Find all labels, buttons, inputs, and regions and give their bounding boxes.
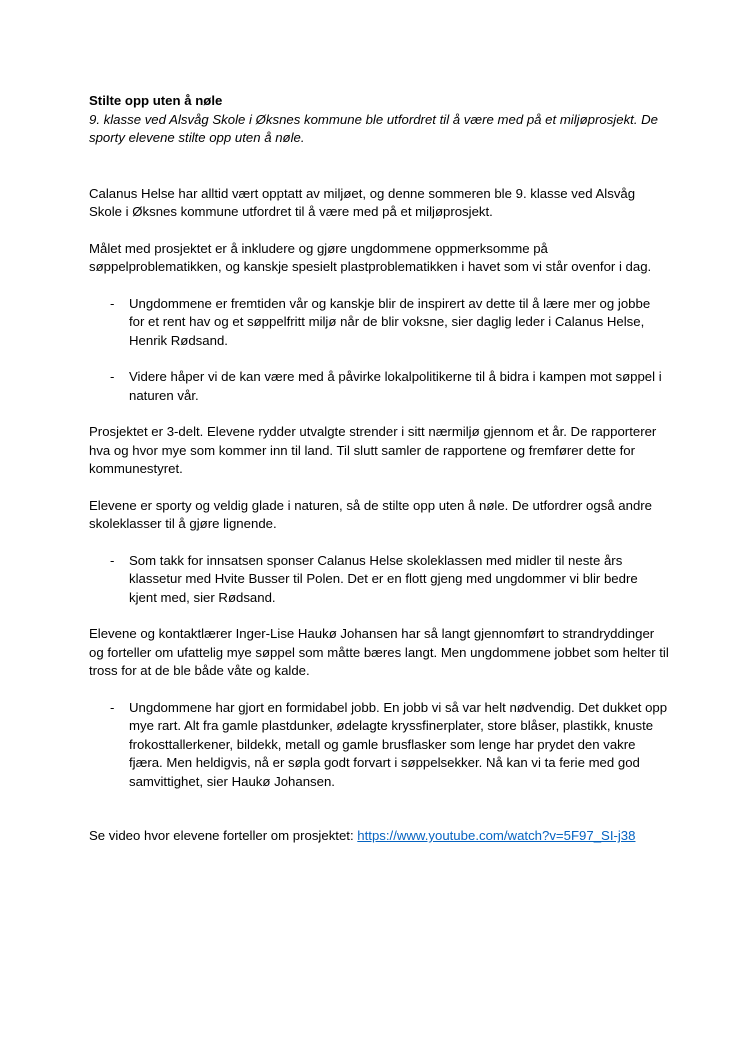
quote-text: Ungdommene er fremtiden vår og kanskje blir de inspirert av dette til å lære mer og jobbe for et rent hav og et søppelfritt miljø når de blir voksne, sier daglig leder i Calanus Helse, Henrik Rødsand. xyxy=(129,295,651,348)
video-prefix: Se video hvor elevene forteller om prosjektet: xyxy=(89,828,358,843)
paragraph-cleanup: Elevene og kontaktlærer Inger-Lise Haukø Johansen har så langt gjennomført to strandryddinger og forteller om ufattelig mye søppel som måtte bæres langt. Men ungdommene jobbet som helter til tross for at de ble både våte og kalde. xyxy=(89,626,669,678)
bullet-dash: - xyxy=(110,552,115,568)
quote-bullet xyxy=(89,368,669,405)
video-paragraph xyxy=(89,827,669,846)
article-body xyxy=(89,92,669,846)
quote-text: Videre håper vi de kan være med å påvirke lokalpolitikerne til å bidra i kampen mot søppel i naturen vår. xyxy=(129,369,662,403)
paragraph-goal: Målet med prosjektet er å inkludere og gjøre ungdommene oppmerksomme på søppelproblematikken, og kanskje spesielt plastproblematikken i havet som vi står ovenfor i dag. xyxy=(89,240,652,274)
quote-text: Ungdommene har gjort en formidabel jobb. En jobb vi så var helt nødvendig. Det dukket opp mye rart. Alt fra gamle plastdunker, ødelagte kryssfinerplater, store blåser, plastikk, knuste frokosttallerkener, bildekk, metall og gamle brusflasker som lenge har prydet den vakre fjæra. Men heldigvis, nå er søpla godt forvart i søppelsekker. Nå kan vi ta ferie med god samvittighet, sier Haukø Johansen. xyxy=(129,699,668,789)
bullet-dash: - xyxy=(110,369,115,384)
quote-bullet xyxy=(89,552,669,608)
bullet-dash: - xyxy=(110,295,115,311)
quote-bullet xyxy=(89,699,669,792)
bullet-dash: - xyxy=(110,699,115,715)
quote-text: Som takk for innsatsen sponser Calanus Helse skoleklassen med midler til neste års klassetur med Hvite Busser til Polen. Det er en flott gjeng med ungdommer vi blir bedre kjent med, sier Rødsand. xyxy=(129,552,638,605)
video-link[interactable]: https://www.youtube.com/watch?v=5F97_SI-j38 xyxy=(357,828,636,843)
quote-bullet xyxy=(89,295,669,351)
paragraph-sporty: Elevene er sporty og veldig glade i naturen, så de stilte opp uten å nøle. De utfordrer også andre skoleklasser til å gjøre lignende. xyxy=(89,497,653,531)
spacer xyxy=(89,148,669,185)
article-title: Stilte opp uten å nøle xyxy=(89,93,223,108)
paragraph-project: Prosjektet er 3-delt. Elevene rydder utvalgte strender i sitt nærmiljø gjennom et år. De rapporterer hva og hvor mye som kommer inn til land. Til slutt samler de rapportene og fremfører dette for kommunestyret. xyxy=(89,424,657,476)
paragraph-intro: Calanus Helse har alltid vært opptatt av miljøet, og denne sommeren ble 9. klasse ved Alsvåg Skole i Øksnes kommune utfordret til å være med på et miljøprosjekt. xyxy=(89,185,636,219)
article-lead: 9. klasse ved Alsvåg Skole i Øksnes kommune ble utfordret til å være med på et miljøprosjekt. De sporty elevene stilte opp uten å nøle. xyxy=(89,111,659,145)
